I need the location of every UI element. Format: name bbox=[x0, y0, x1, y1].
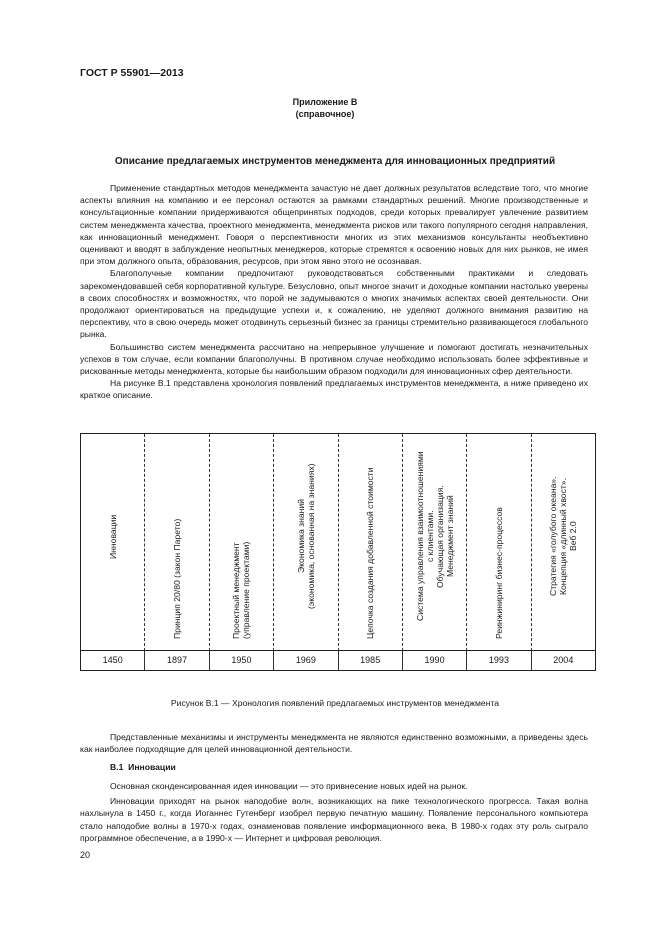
paragraph: Применение стандартных методов менеджмента зачастую не дает должных результатов вследствие того, что многие аспекты влияния на компанию и ее персонал остаются за рамками стандартных решений. Многие производственные и консультационные компании придерживаются общепринятых подходов, среди которых превалирует увлечение развитием систем менеджмента качества, проектного менеджмента, менеджмента рисков или такого популярного сегодня направления, как инновационный менеджмент. Говоря о перспективности многих из этих механизмов консультанты необъективно оценивают и вводят в заблуждение неопытных менеджеров, которые стремятся к освоению новых для них рынков, не имея при этом должного опыта, образования, ресурсов, при этом явно этого не осознавая. bbox=[80, 183, 588, 267]
timeline-column bbox=[532, 434, 595, 651]
timeline-column bbox=[274, 434, 338, 651]
timeline-column bbox=[403, 434, 467, 651]
paragraph: Благополучные компании предпочитают руководствоваться собственными практиками и следовать зарекомендовавшей себя корпоративной культуре. Безусловно, опыт многое значит и доходные компании настолько уверены в своих способностях и возможностях, что порой не задумываются о многих значимых аспектах своей деятельности. Они продолжают ориентироваться на предыдущие успехи и, к сожалению, не уделяют должного внимания развитию на перспективу, что в свою очередь может отодвинуть серьезный бизнес за границы стремительно развивающегося глобального рынка. bbox=[80, 268, 588, 340]
paragraph: На рисунке В.1 представлена хронология появлений предлагаемых инструментов менеджмента, а ниже приведено их краткое описание. bbox=[80, 378, 588, 401]
page-title: Описание предлагаемых инструментов менеджмента для инновационных предприятий bbox=[114, 156, 556, 167]
section-text bbox=[80, 780, 588, 844]
section-heading: В.1 Инновации bbox=[110, 762, 176, 772]
year-cell: 1985 bbox=[339, 651, 403, 670]
paragraph: Основная сконденсированная идея инновации — это привнесение новых идей на рынок. bbox=[110, 781, 468, 791]
paragraph: Большинство систем менеджмента рассчитано на непрерывное улучшение и помогают достигать незначительных успехов в том случае, если компании благополучны. В противном случае необходимо использовать более эффективные и рискованные методы менеджмента, которые бы наибольшим образом подходили для инновационных сфер деятельности. bbox=[80, 341, 588, 377]
timeline-column bbox=[339, 434, 403, 651]
year-cell: 1993 bbox=[467, 651, 531, 670]
year-cell: 1990 bbox=[403, 651, 467, 670]
timeline-figure bbox=[80, 433, 596, 671]
timeline-label: Система управления взаимоотношениями с клиентами. Обучающая организация. Менеджмент знаний bbox=[414, 451, 455, 622]
year-cell: 1950 bbox=[210, 651, 274, 670]
timeline-column bbox=[210, 434, 274, 651]
appendix-type: (справочное) bbox=[295, 109, 355, 119]
timeline-column bbox=[81, 434, 145, 651]
appendix-label: Приложение В bbox=[292, 97, 358, 107]
figure-caption: Рисунок В.1 — Хронология появлений предлагаемых инструментов менеджмента bbox=[170, 698, 500, 708]
timeline-column bbox=[145, 434, 209, 651]
timeline-label: Реинжиниринг бизнес-процессов bbox=[493, 507, 504, 639]
year-cell: 1450 bbox=[81, 651, 145, 670]
page-number: 20 bbox=[80, 850, 91, 860]
year-cell: 1969 bbox=[274, 651, 338, 670]
standard-header: ГОСТ Р 55901—2013 bbox=[80, 67, 184, 79]
year-cell: 2004 bbox=[553, 655, 574, 665]
year-cell: 1897 bbox=[145, 651, 209, 670]
paragraph: Инновации приходят на рынок наподобие волн, возникающих на пике технологического прогресса. Такая волна нахлынула в 1450 г., когда Иоганнес Гутенберг изобрел первую печатную машину. Появление персонального компьютера стало наподобие волны в 1970-х годах, ознаменовав появление информационного века. В 1980-х годах эту роль сыграло программное обеспечение, а в 1990-х — Интернет и цифровая революция. bbox=[80, 796, 588, 843]
paragraph: Представленные механизмы и инструменты менеджмента не являются единственно возможными, а приведены здесь как наиболее подходящие для целей инновационной деятельности. bbox=[80, 732, 588, 755]
appendix-heading bbox=[60, 96, 590, 120]
timeline-label: Цепочка создания добавленной стоимости bbox=[365, 467, 376, 639]
timeline-label: Инновации bbox=[107, 514, 118, 559]
timeline-label: Экономика знаний (экономика, основанная на знаниях) bbox=[295, 463, 316, 610]
timeline-column bbox=[467, 434, 531, 651]
timeline-label: Принцип 20/80 (закон Парето) bbox=[172, 518, 183, 639]
intro-text bbox=[80, 182, 588, 402]
after-figure-text bbox=[80, 731, 588, 755]
timeline-label: Стратегия «голубого океана». Концепция «длинный хвост». Веб 2.0 bbox=[548, 476, 579, 597]
years-row bbox=[81, 650, 595, 670]
timeline-label: Проектный менеджмент (управление проектами) bbox=[231, 541, 252, 639]
